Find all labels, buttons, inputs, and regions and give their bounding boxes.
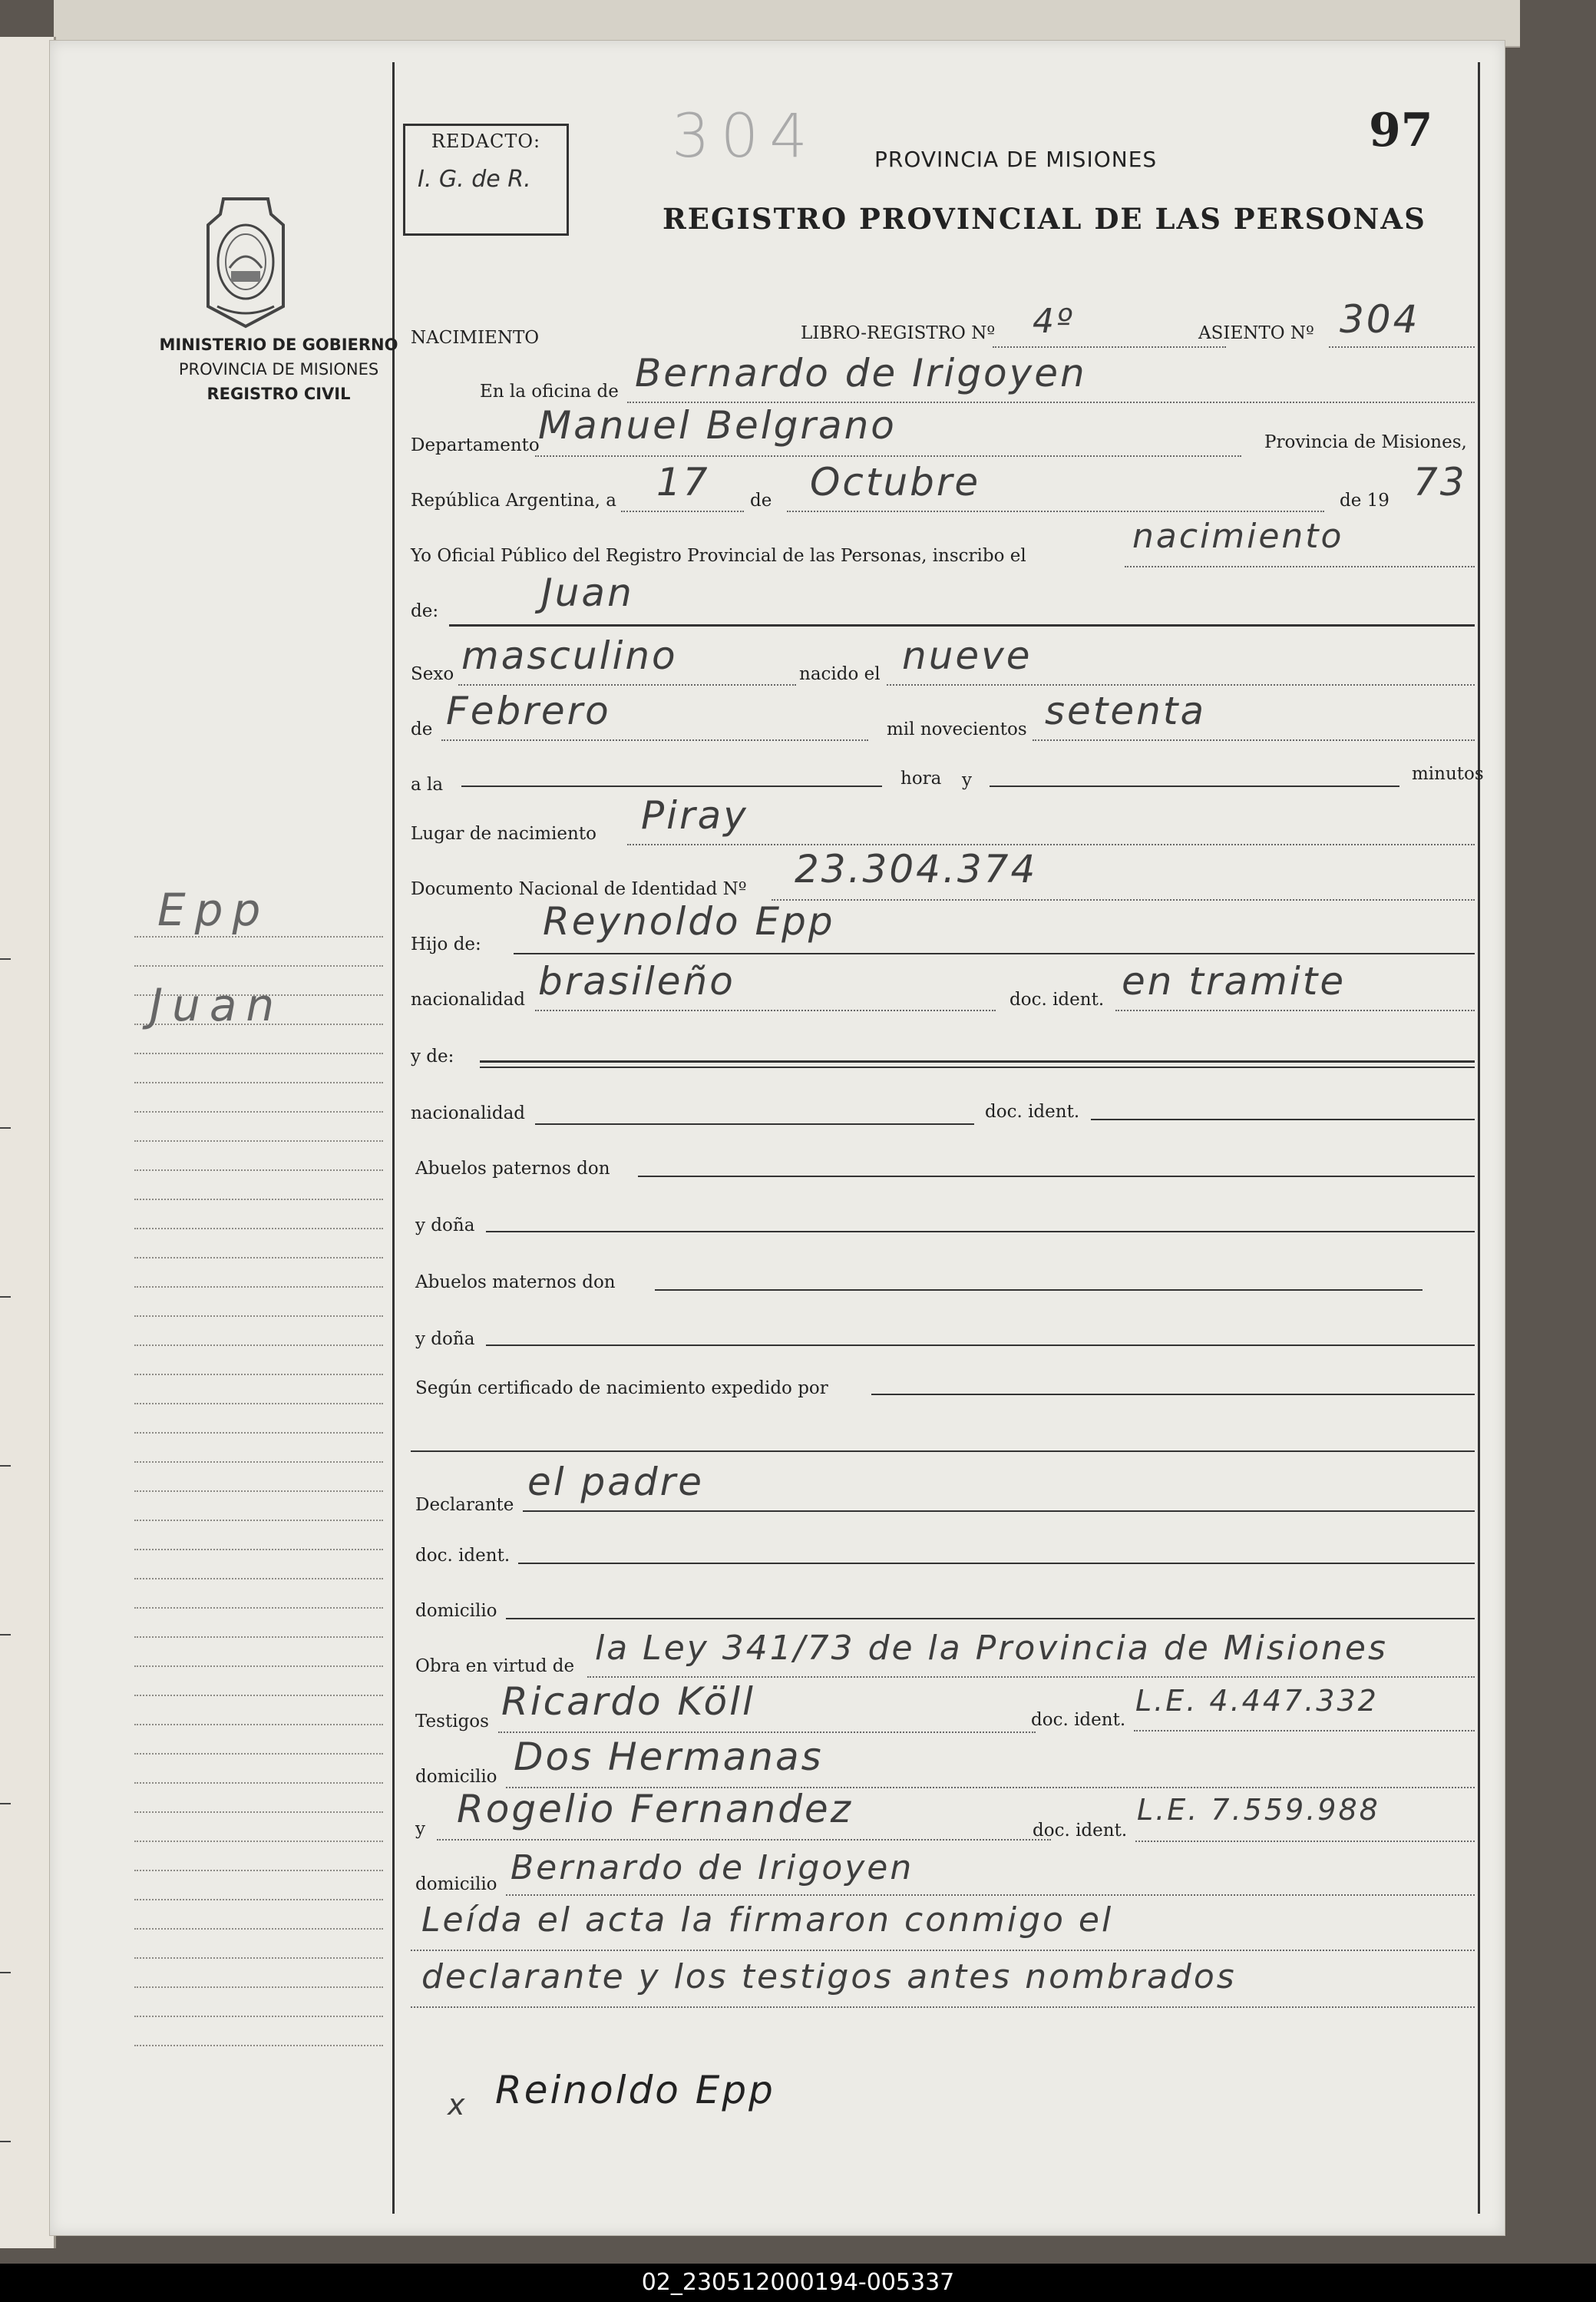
margin-rule-line — [134, 1199, 383, 1200]
nac2-label: nacionalidad — [411, 1103, 526, 1123]
asiento-value: 304 — [1340, 297, 1420, 342]
margin-rule-line — [134, 1461, 383, 1463]
anio-nac-value: setenta — [1045, 689, 1207, 733]
closing-line1: Leída el acta la firmaron conmigo el — [421, 1900, 1114, 1940]
y-label: y — [962, 770, 972, 790]
sexo-value: masculino — [461, 633, 678, 678]
testigo1-doc: L.E. 4.447.332 — [1135, 1684, 1379, 1718]
y2-label: y — [415, 1819, 425, 1839]
margin-rule-line — [134, 965, 383, 967]
margin-rule-line — [134, 1607, 383, 1609]
ala-label: a la — [411, 775, 444, 795]
margin-rule-line — [134, 1169, 383, 1171]
dni-label: Documento Nacional de Identidad Nº — [411, 879, 747, 899]
docident-label: doc. ident. — [1009, 990, 1105, 1010]
doc-padre-value: en tramite — [1122, 959, 1347, 1004]
nac-label: nacionalidad — [411, 990, 526, 1010]
abuelos-mat-label: Abuelos maternos don — [415, 1272, 616, 1292]
signature-mark: x — [448, 2088, 465, 2122]
docident4-label: doc. ident. — [1031, 1710, 1126, 1730]
ministry-line2: PROVINCIA DE MISIONES — [178, 360, 379, 379]
provincial-seal-icon — [200, 191, 291, 329]
docident5-label: doc. ident. — [1033, 1821, 1128, 1841]
yde-label: y de: — [411, 1047, 454, 1067]
redacto-label: REDACTO: — [431, 131, 541, 152]
footer-id: 02_230512000194-005337 — [0, 2264, 1596, 2302]
nac-padre-value: brasileño — [538, 959, 735, 1004]
margin-rule-line — [134, 1841, 383, 1842]
lugar-label: Lugar de nacimiento — [411, 824, 596, 844]
signature: Reinoldo Epp — [495, 2068, 775, 2112]
margin-rule-line — [134, 1957, 383, 1959]
margin-rule-line — [134, 1724, 383, 1725]
nacido-value: nueve — [902, 633, 1033, 678]
register-page — [49, 40, 1505, 2236]
declarante-value: el padre — [527, 1460, 704, 1504]
margin-rule-line — [134, 1928, 383, 1930]
lugar-value: Piray — [641, 793, 748, 838]
margin-rule-line — [134, 1286, 383, 1288]
margin-rule-line — [134, 1986, 383, 1988]
domicilio-label: domicilio — [415, 1601, 497, 1621]
dni-value: 23.304.374 — [795, 847, 1038, 891]
redacto-box — [403, 124, 569, 236]
margin-rule-line — [134, 1403, 383, 1404]
testigos-label: Testigos — [415, 1712, 489, 1731]
margin-given-name: Juan — [150, 979, 284, 1031]
obra-label: Obra en virtud de — [415, 1656, 575, 1676]
margin-rule-line — [134, 1111, 383, 1113]
docident2-label: doc. ident. — [985, 1102, 1080, 1122]
obra-value: la Ley 341/73 de la Provincia de Misiones — [595, 1629, 1388, 1668]
hora-label: hora — [900, 769, 942, 789]
pencil-number: 304 — [672, 102, 818, 171]
ydona1-label: y doña — [415, 1215, 475, 1235]
margin-rule-line — [134, 1899, 383, 1900]
ministry-header — [117, 332, 440, 406]
margin-rule-line — [134, 1140, 383, 1142]
margin-rule-line — [134, 1053, 383, 1054]
margin-rule-line — [134, 1782, 383, 1784]
margin-rule-line — [134, 1257, 383, 1258]
mes-nac-value: Febrero — [446, 689, 611, 733]
margin-rule-line — [134, 936, 383, 938]
margin-rule-line — [134, 1870, 383, 1871]
libro-value: 4º — [1033, 302, 1075, 341]
ministry-line3: REGISTRO CIVIL — [207, 385, 351, 403]
domicilio2-label: domicilio — [415, 1767, 497, 1787]
oficina-label: En la oficina de — [480, 382, 619, 402]
province-heading: PROVINCIA DE MISIONES — [874, 147, 1158, 172]
right-rule — [1478, 62, 1480, 2214]
nombre-value: Juan — [541, 571, 634, 615]
margin-rule-line — [134, 1636, 383, 1638]
testigo2-value: Rogelio Fernandez — [457, 1787, 853, 1831]
provincia-label: Provincia de Misiones, — [1264, 432, 1467, 452]
mil-label: mil novecientos — [887, 719, 1027, 739]
de2-label: de: — [411, 601, 439, 621]
margin-rule-line — [134, 1315, 383, 1317]
nacido-label: nacido el — [799, 664, 881, 684]
dia-value: 17 — [656, 460, 710, 504]
page-number: 97 — [1369, 104, 1433, 157]
oficial-label: Yo Oficial Público del Registro Provincial de las Personas, inscribo el — [411, 546, 1026, 566]
margin-rule-line — [134, 1665, 383, 1667]
margin-rule-line — [134, 1082, 383, 1083]
margin-surname: Epp — [157, 884, 270, 936]
oficina-value: Bernardo de Irigoyen — [635, 351, 1087, 395]
margin-rule-line — [134, 1432, 383, 1434]
ministry-line1: MINISTERIO DE GOBIERNO — [159, 336, 398, 354]
oficial-value: nacimiento — [1132, 517, 1344, 556]
left-page-edge — [0, 37, 56, 2248]
nacimiento-label: NACIMIENTO — [411, 328, 540, 348]
sexo-label: Sexo — [411, 664, 454, 684]
margin-rule-line — [134, 1228, 383, 1229]
testigo2-doc: L.E. 7.559.988 — [1137, 1793, 1380, 1827]
margin-rule-line — [134, 1753, 383, 1755]
departamento-label: Departamento — [411, 435, 540, 455]
docident3-label: doc. ident. — [415, 1546, 511, 1566]
libro-label: LIBRO-REGISTRO Nº — [801, 323, 996, 343]
closing-line2: declarante y los testigos antes nombrados — [421, 1957, 1237, 1996]
margin-rule-line — [134, 2016, 383, 2017]
anio-value: 73 — [1413, 460, 1467, 504]
margin-rule-line — [134, 1549, 383, 1550]
testigo1-value: Ricardo Köll — [501, 1679, 755, 1724]
ydona2-label: y doña — [415, 1329, 475, 1349]
asiento-label: ASIENTO Nº — [1198, 323, 1314, 343]
anio-prefix: de 19 — [1340, 491, 1389, 511]
margin-rule-line — [134, 1490, 383, 1492]
margin-rule-line — [134, 2045, 383, 2046]
margin-rule-line — [134, 1578, 383, 1579]
republica-label: República Argentina, a — [411, 491, 617, 511]
de-label: de — [750, 491, 772, 511]
redacto-value: I. G. de R. — [418, 166, 531, 193]
mes-value: Octubre — [810, 460, 981, 504]
registry-title: REGISTRO PROVINCIAL DE LAS PERSONAS — [663, 202, 1426, 236]
domicilio3-label: domicilio — [415, 1874, 497, 1894]
declarante-label: Declarante — [415, 1495, 514, 1515]
margin-rule-line — [134, 1344, 383, 1346]
margin-rule-line — [134, 1374, 383, 1375]
departamento-value: Manuel Belgrano — [538, 403, 897, 448]
minutos-label: minutos — [1412, 764, 1484, 784]
margin-rule-line — [134, 1695, 383, 1696]
testigo1-dom: Dos Hermanas — [514, 1735, 824, 1779]
abuelos-pat-label: Abuelos paternos don — [415, 1159, 610, 1179]
segun-label: Según certificado de nacimiento expedido por — [415, 1378, 828, 1398]
margin-rule-line — [134, 1520, 383, 1521]
testigo2-dom: Bernardo de Irigoyen — [511, 1848, 914, 1887]
padre-value: Reynoldo Epp — [543, 899, 835, 944]
de3-label: de — [411, 719, 433, 739]
margin-rule-line — [134, 1811, 383, 1813]
hijo-label: Hijo de: — [411, 934, 481, 954]
